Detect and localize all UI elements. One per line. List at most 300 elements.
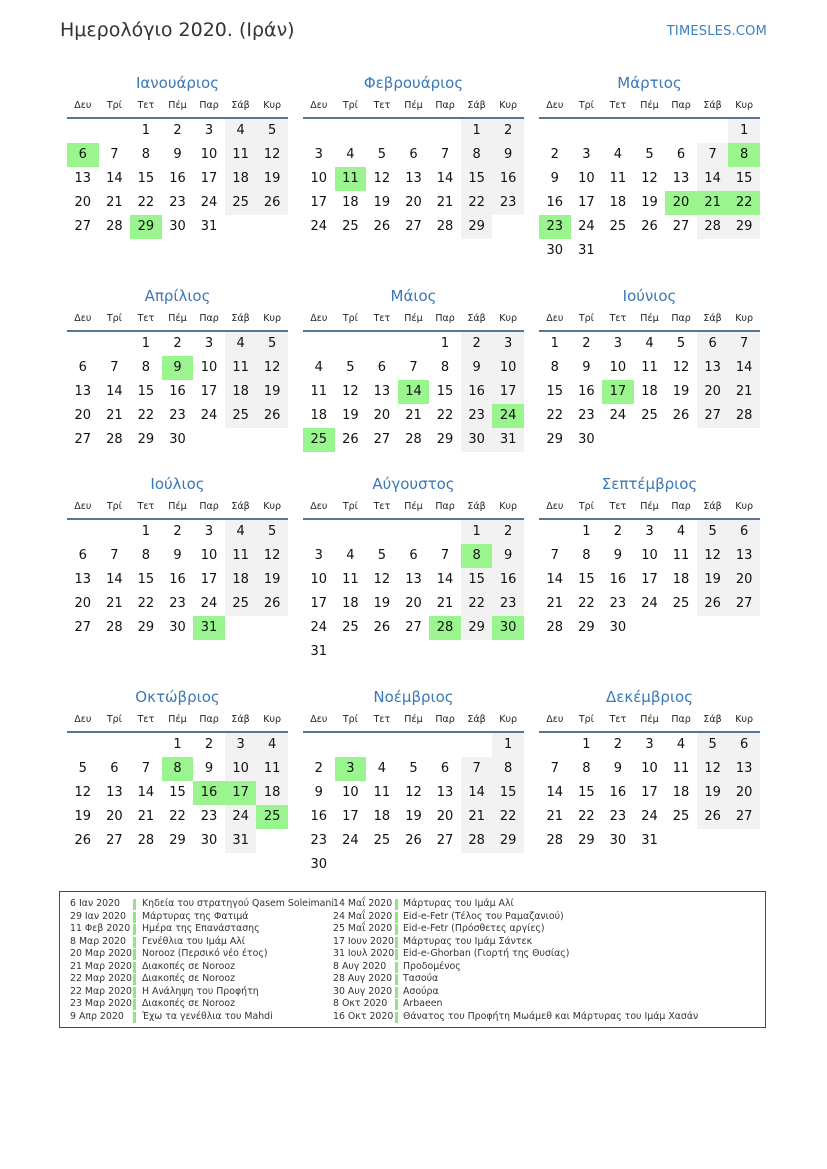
- holiday-day-cell[interactable]: 29: [130, 215, 162, 239]
- day-cell[interactable]: 29: [546, 432, 564, 447]
- weekend-day-cell[interactable]: 22: [461, 191, 493, 215]
- day-cell[interactable]: 3: [314, 147, 323, 162]
- weekend-day-cell[interactable]: 7: [461, 757, 493, 781]
- day-cell[interactable]: 17: [310, 596, 328, 611]
- day-cell[interactable]: 9: [550, 171, 559, 186]
- day-cell[interactable]: 2: [613, 524, 623, 539]
- day-cell[interactable]: 24: [578, 219, 595, 234]
- day-cell[interactable]: 21: [546, 596, 564, 611]
- day-cell[interactable]: 2: [550, 147, 559, 162]
- day-cell[interactable]: 4: [645, 336, 654, 351]
- day-cell[interactable]: 7: [440, 147, 450, 162]
- day-cell[interactable]: 9: [173, 548, 182, 563]
- day-cell[interactable]: 2: [173, 524, 182, 539]
- weekend-day-cell[interactable]: 27: [728, 592, 760, 616]
- holiday-day-cell[interactable]: 23: [539, 215, 571, 239]
- holiday-day-cell[interactable]: 25: [256, 805, 288, 829]
- day-cell[interactable]: 24: [310, 620, 328, 635]
- day-cell[interactable]: 18: [342, 596, 359, 611]
- day-cell[interactable]: 27: [672, 219, 690, 234]
- holiday-day-cell[interactable]: 17: [602, 380, 634, 404]
- day-cell[interactable]: 31: [200, 219, 218, 234]
- day-cell[interactable]: 18: [641, 384, 658, 399]
- weekend-day-cell[interactable]: 1: [461, 520, 493, 544]
- day-cell[interactable]: 23: [310, 833, 328, 848]
- day-cell[interactable]: 21: [436, 596, 454, 611]
- day-cell[interactable]: 29: [137, 620, 155, 635]
- day-cell[interactable]: 19: [342, 408, 359, 423]
- day-cell[interactable]: 9: [582, 360, 591, 375]
- weekend-day-cell[interactable]: 19: [256, 380, 288, 404]
- weekend-day-cell[interactable]: 15: [461, 167, 493, 191]
- day-cell[interactable]: 6: [409, 147, 418, 162]
- day-cell[interactable]: 2: [613, 737, 623, 752]
- day-cell[interactable]: 22: [436, 408, 454, 423]
- day-cell[interactable]: 28: [137, 833, 155, 848]
- weekend-day-cell[interactable]: 26: [256, 592, 288, 616]
- weekend-day-cell[interactable]: 18: [225, 568, 257, 592]
- day-cell[interactable]: 12: [672, 360, 690, 375]
- day-cell[interactable]: 5: [346, 360, 355, 375]
- weekend-day-cell[interactable]: 10: [225, 757, 257, 781]
- weekend-day-cell[interactable]: 27: [697, 404, 729, 428]
- day-cell[interactable]: 10: [641, 548, 658, 563]
- day-cell[interactable]: 4: [613, 147, 623, 162]
- weekend-day-cell[interactable]: 23: [461, 404, 493, 428]
- day-cell[interactable]: 13: [672, 171, 690, 186]
- day-cell[interactable]: 24: [200, 195, 218, 210]
- day-cell[interactable]: 5: [676, 336, 686, 351]
- day-cell[interactable]: 5: [409, 761, 418, 776]
- weekend-day-cell[interactable]: 20: [697, 380, 729, 404]
- holiday-day-cell[interactable]: 8: [162, 757, 194, 781]
- day-cell[interactable]: 24: [200, 408, 218, 423]
- holiday-day-cell[interactable]: 31: [193, 616, 225, 640]
- day-cell[interactable]: 16: [169, 384, 186, 399]
- weekend-day-cell[interactable]: 18: [225, 380, 257, 404]
- day-cell[interactable]: 10: [609, 360, 627, 375]
- day-cell[interactable]: 18: [672, 572, 690, 587]
- day-cell[interactable]: 8: [582, 761, 591, 776]
- day-cell[interactable]: 9: [204, 761, 214, 776]
- day-cell[interactable]: 16: [546, 195, 564, 210]
- day-cell[interactable]: 27: [74, 432, 92, 447]
- day-cell[interactable]: 10: [310, 572, 328, 587]
- weekend-day-cell[interactable]: 9: [461, 356, 493, 380]
- day-cell[interactable]: 22: [137, 596, 155, 611]
- day-cell[interactable]: 9: [613, 548, 623, 563]
- day-cell[interactable]: 10: [342, 785, 359, 800]
- day-cell[interactable]: 21: [137, 809, 155, 824]
- day-cell[interactable]: 2: [204, 737, 214, 752]
- weekend-day-cell[interactable]: 19: [697, 568, 729, 592]
- day-cell[interactable]: 6: [440, 761, 450, 776]
- day-cell[interactable]: 31: [641, 833, 658, 848]
- day-cell[interactable]: 14: [546, 785, 564, 800]
- weekend-day-cell[interactable]: 2: [492, 119, 524, 143]
- day-cell[interactable]: 26: [342, 432, 359, 447]
- day-cell[interactable]: 15: [137, 384, 155, 399]
- day-cell[interactable]: 20: [405, 596, 422, 611]
- day-cell[interactable]: 21: [546, 809, 564, 824]
- weekend-day-cell[interactable]: 6: [728, 520, 760, 544]
- day-cell[interactable]: 2: [314, 761, 323, 776]
- weekend-day-cell[interactable]: 28: [697, 215, 729, 239]
- day-cell[interactable]: 22: [578, 596, 595, 611]
- holiday-day-cell[interactable]: 9: [162, 356, 194, 380]
- day-cell[interactable]: 24: [200, 596, 218, 611]
- day-cell[interactable]: 7: [440, 548, 450, 563]
- weekend-day-cell[interactable]: 19: [256, 167, 288, 191]
- day-cell[interactable]: 30: [609, 620, 627, 635]
- weekend-day-cell[interactable]: 1: [728, 119, 760, 143]
- day-cell[interactable]: 1: [550, 336, 559, 351]
- day-cell[interactable]: 19: [373, 195, 391, 210]
- day-cell[interactable]: 16: [169, 572, 186, 587]
- day-cell[interactable]: 23: [609, 809, 627, 824]
- day-cell[interactable]: 1: [582, 524, 591, 539]
- day-cell[interactable]: 10: [200, 548, 218, 563]
- day-cell[interactable]: 4: [346, 548, 355, 563]
- weekend-day-cell[interactable]: 28: [728, 404, 760, 428]
- day-cell[interactable]: 18: [672, 785, 690, 800]
- day-cell[interactable]: 7: [110, 548, 119, 563]
- day-cell[interactable]: 10: [200, 360, 218, 375]
- day-cell[interactable]: 31: [310, 644, 328, 659]
- weekend-day-cell[interactable]: 4: [225, 520, 257, 544]
- holiday-day-cell[interactable]: 14: [398, 380, 430, 404]
- weekend-day-cell[interactable]: 23: [492, 191, 524, 215]
- day-cell[interactable]: 17: [200, 572, 218, 587]
- day-cell[interactable]: 27: [373, 432, 391, 447]
- day-cell[interactable]: 17: [641, 572, 658, 587]
- day-cell[interactable]: 27: [74, 219, 92, 234]
- day-cell[interactable]: 17: [578, 195, 595, 210]
- holiday-day-cell[interactable]: 16: [193, 781, 225, 805]
- day-cell[interactable]: 20: [436, 809, 454, 824]
- day-cell[interactable]: 11: [641, 360, 658, 375]
- day-cell[interactable]: 22: [137, 408, 155, 423]
- holiday-day-cell[interactable]: 22: [728, 191, 760, 215]
- day-cell[interactable]: 24: [310, 219, 328, 234]
- weekend-day-cell[interactable]: 21: [461, 805, 493, 829]
- day-cell[interactable]: 8: [141, 147, 151, 162]
- day-cell[interactable]: 14: [106, 171, 123, 186]
- day-cell[interactable]: 27: [74, 620, 92, 635]
- day-cell[interactable]: 4: [676, 524, 686, 539]
- holiday-day-cell[interactable]: 28: [429, 616, 461, 640]
- weekend-day-cell[interactable]: 2: [492, 520, 524, 544]
- day-cell[interactable]: 7: [550, 548, 559, 563]
- day-cell[interactable]: 16: [169, 171, 186, 186]
- weekend-day-cell[interactable]: 16: [492, 568, 524, 592]
- day-cell[interactable]: 24: [609, 408, 627, 423]
- day-cell[interactable]: 30: [310, 857, 328, 872]
- day-cell[interactable]: 10: [310, 171, 328, 186]
- day-cell[interactable]: 20: [373, 408, 391, 423]
- holiday-day-cell[interactable]: 24: [492, 404, 524, 428]
- weekend-day-cell[interactable]: 28: [461, 829, 493, 853]
- day-cell[interactable]: 22: [137, 195, 155, 210]
- day-cell[interactable]: 12: [405, 785, 422, 800]
- day-cell[interactable]: 28: [546, 833, 564, 848]
- weekend-day-cell[interactable]: 13: [728, 757, 760, 781]
- weekend-day-cell[interactable]: 15: [492, 781, 524, 805]
- weekend-day-cell[interactable]: 31: [225, 829, 257, 853]
- day-cell[interactable]: 19: [373, 596, 391, 611]
- day-cell[interactable]: 10: [200, 147, 218, 162]
- day-cell[interactable]: 6: [78, 548, 87, 563]
- day-cell[interactable]: 2: [582, 336, 591, 351]
- day-cell[interactable]: 8: [440, 360, 450, 375]
- day-cell[interactable]: 24: [641, 596, 658, 611]
- day-cell[interactable]: 22: [546, 408, 564, 423]
- day-cell[interactable]: 26: [373, 620, 391, 635]
- day-cell[interactable]: 14: [546, 572, 564, 587]
- day-cell[interactable]: 5: [377, 147, 387, 162]
- weekend-day-cell[interactable]: 11: [225, 356, 257, 380]
- day-cell[interactable]: 28: [546, 620, 564, 635]
- weekend-day-cell[interactable]: 26: [697, 805, 729, 829]
- day-cell[interactable]: 29: [137, 432, 155, 447]
- day-cell[interactable]: 29: [169, 833, 186, 848]
- day-cell[interactable]: 30: [578, 432, 595, 447]
- day-cell[interactable]: 13: [74, 572, 92, 587]
- weekend-day-cell[interactable]: 25: [225, 191, 257, 215]
- day-cell[interactable]: 25: [342, 219, 359, 234]
- day-cell[interactable]: 30: [169, 620, 186, 635]
- day-cell[interactable]: 8: [141, 360, 151, 375]
- day-cell[interactable]: 15: [546, 384, 564, 399]
- day-cell[interactable]: 30: [546, 243, 564, 258]
- day-cell[interactable]: 3: [314, 548, 323, 563]
- day-cell[interactable]: 20: [74, 408, 92, 423]
- day-cell[interactable]: 14: [436, 171, 454, 186]
- day-cell[interactable]: 18: [373, 809, 391, 824]
- weekend-day-cell[interactable]: 12: [256, 143, 288, 167]
- weekend-day-cell[interactable]: 14: [461, 781, 493, 805]
- day-cell[interactable]: 3: [645, 524, 654, 539]
- weekend-day-cell[interactable]: 31: [492, 428, 524, 452]
- day-cell[interactable]: 4: [314, 360, 323, 375]
- day-cell[interactable]: 14: [106, 572, 123, 587]
- day-cell[interactable]: 4: [346, 147, 355, 162]
- day-cell[interactable]: 23: [169, 408, 186, 423]
- day-cell[interactable]: 1: [141, 123, 151, 138]
- day-cell[interactable]: 21: [106, 596, 123, 611]
- weekend-day-cell[interactable]: 22: [492, 805, 524, 829]
- day-cell[interactable]: 28: [436, 219, 454, 234]
- weekend-day-cell[interactable]: 29: [461, 616, 493, 640]
- day-cell[interactable]: 26: [74, 833, 92, 848]
- day-cell[interactable]: 3: [582, 147, 591, 162]
- day-cell[interactable]: 17: [641, 785, 658, 800]
- weekend-day-cell[interactable]: 30: [461, 428, 493, 452]
- weekend-day-cell[interactable]: 6: [697, 332, 729, 356]
- weekend-day-cell[interactable]: 9: [492, 544, 524, 568]
- day-cell[interactable]: 16: [578, 384, 595, 399]
- holiday-day-cell[interactable]: 25: [303, 428, 335, 452]
- day-cell[interactable]: 9: [613, 761, 623, 776]
- day-cell[interactable]: 27: [405, 219, 422, 234]
- day-cell[interactable]: 20: [405, 195, 422, 210]
- weekend-day-cell[interactable]: 3: [225, 733, 257, 757]
- day-cell[interactable]: 19: [405, 809, 422, 824]
- day-cell[interactable]: 12: [342, 384, 359, 399]
- day-cell[interactable]: 3: [204, 524, 214, 539]
- day-cell[interactable]: 7: [110, 360, 119, 375]
- day-cell[interactable]: 18: [310, 408, 328, 423]
- weekend-day-cell[interactable]: 12: [256, 356, 288, 380]
- day-cell[interactable]: 13: [373, 384, 391, 399]
- day-cell[interactable]: 8: [582, 548, 591, 563]
- day-cell[interactable]: 14: [436, 572, 454, 587]
- weekend-day-cell[interactable]: 7: [697, 143, 729, 167]
- day-cell[interactable]: 21: [436, 195, 454, 210]
- day-cell[interactable]: 6: [377, 360, 387, 375]
- day-cell[interactable]: 24: [342, 833, 359, 848]
- weekend-day-cell[interactable]: 1: [492, 733, 524, 757]
- day-cell[interactable]: 20: [74, 596, 92, 611]
- day-cell[interactable]: 26: [405, 833, 422, 848]
- weekend-day-cell[interactable]: 10: [492, 356, 524, 380]
- weekend-day-cell[interactable]: 22: [461, 592, 493, 616]
- day-cell[interactable]: 6: [676, 147, 686, 162]
- weekend-day-cell[interactable]: 19: [697, 781, 729, 805]
- day-cell[interactable]: 14: [106, 384, 123, 399]
- weekend-day-cell[interactable]: 13: [728, 544, 760, 568]
- holiday-day-cell[interactable]: 3: [335, 757, 367, 781]
- weekend-day-cell[interactable]: 16: [461, 380, 493, 404]
- day-cell[interactable]: 27: [436, 833, 454, 848]
- day-cell[interactable]: 22: [578, 809, 595, 824]
- weekend-day-cell[interactable]: 18: [225, 167, 257, 191]
- day-cell[interactable]: 23: [609, 596, 627, 611]
- day-cell[interactable]: 11: [310, 384, 328, 399]
- day-cell[interactable]: 19: [672, 384, 690, 399]
- weekend-day-cell[interactable]: 4: [225, 119, 257, 143]
- day-cell[interactable]: 16: [609, 572, 627, 587]
- weekend-day-cell[interactable]: 12: [697, 544, 729, 568]
- day-cell[interactable]: 3: [204, 336, 214, 351]
- day-cell[interactable]: 16: [310, 809, 328, 824]
- day-cell[interactable]: 1: [141, 336, 151, 351]
- weekend-day-cell[interactable]: 23: [492, 592, 524, 616]
- day-cell[interactable]: 3: [204, 123, 214, 138]
- day-cell[interactable]: 27: [405, 620, 422, 635]
- day-cell[interactable]: 7: [110, 147, 119, 162]
- weekend-day-cell[interactable]: 15: [461, 568, 493, 592]
- day-cell[interactable]: 1: [440, 336, 450, 351]
- weekend-day-cell[interactable]: 9: [492, 143, 524, 167]
- day-cell[interactable]: 25: [641, 408, 658, 423]
- day-cell[interactable]: 17: [342, 809, 359, 824]
- holiday-day-cell[interactable]: 17: [225, 781, 257, 805]
- day-cell[interactable]: 11: [672, 548, 690, 563]
- day-cell[interactable]: 9: [173, 147, 182, 162]
- weekend-day-cell[interactable]: 25: [225, 592, 257, 616]
- day-cell[interactable]: 25: [373, 833, 391, 848]
- weekend-day-cell[interactable]: 26: [256, 191, 288, 215]
- day-cell[interactable]: 23: [169, 596, 186, 611]
- day-cell[interactable]: 22: [169, 809, 186, 824]
- weekend-day-cell[interactable]: 12: [697, 757, 729, 781]
- weekend-day-cell[interactable]: 26: [697, 592, 729, 616]
- day-cell[interactable]: 30: [609, 833, 627, 848]
- weekend-day-cell[interactable]: 11: [225, 544, 257, 568]
- day-cell[interactable]: 12: [373, 171, 391, 186]
- day-cell[interactable]: 29: [436, 432, 454, 447]
- day-cell[interactable]: 20: [74, 195, 92, 210]
- holiday-day-cell[interactable]: 11: [335, 167, 367, 191]
- day-cell[interactable]: 13: [405, 572, 422, 587]
- weekend-day-cell[interactable]: 20: [728, 781, 760, 805]
- day-cell[interactable]: 11: [373, 785, 391, 800]
- day-cell[interactable]: 13: [74, 384, 92, 399]
- day-cell[interactable]: 13: [405, 171, 422, 186]
- weekend-day-cell[interactable]: 26: [256, 404, 288, 428]
- weekend-day-cell[interactable]: 6: [728, 733, 760, 757]
- day-cell[interactable]: 13: [106, 785, 123, 800]
- day-cell[interactable]: 12: [373, 572, 391, 587]
- day-cell[interactable]: 17: [200, 171, 218, 186]
- day-cell[interactable]: 30: [169, 219, 186, 234]
- holiday-day-cell[interactable]: 30: [492, 616, 524, 640]
- day-cell[interactable]: 10: [578, 171, 595, 186]
- weekend-day-cell[interactable]: 17: [492, 380, 524, 404]
- weekend-day-cell[interactable]: 5: [256, 119, 288, 143]
- weekend-day-cell[interactable]: 7: [728, 332, 760, 356]
- day-cell[interactable]: 23: [169, 195, 186, 210]
- weekend-day-cell[interactable]: 25: [225, 404, 257, 428]
- day-cell[interactable]: 15: [578, 785, 595, 800]
- weekend-day-cell[interactable]: 29: [728, 215, 760, 239]
- day-cell[interactable]: 19: [74, 809, 92, 824]
- day-cell[interactable]: 6: [409, 548, 418, 563]
- day-cell[interactable]: 28: [106, 219, 123, 234]
- day-cell[interactable]: 10: [641, 761, 658, 776]
- day-cell[interactable]: 7: [550, 761, 559, 776]
- weekend-day-cell[interactable]: 8: [461, 143, 493, 167]
- weekend-day-cell[interactable]: 20: [728, 568, 760, 592]
- day-cell[interactable]: 1: [582, 737, 591, 752]
- day-cell[interactable]: 1: [141, 524, 151, 539]
- day-cell[interactable]: 15: [137, 171, 155, 186]
- day-cell[interactable]: 28: [405, 432, 422, 447]
- day-cell[interactable]: 6: [78, 360, 87, 375]
- day-cell[interactable]: 5: [78, 761, 87, 776]
- day-cell[interactable]: 26: [373, 219, 391, 234]
- weekend-day-cell[interactable]: 18: [256, 781, 288, 805]
- day-cell[interactable]: 28: [106, 620, 123, 635]
- day-cell[interactable]: 26: [672, 408, 690, 423]
- weekend-day-cell[interactable]: 8: [492, 757, 524, 781]
- day-cell[interactable]: 13: [74, 171, 92, 186]
- holiday-day-cell[interactable]: 8: [461, 544, 493, 568]
- weekend-day-cell[interactable]: 15: [728, 167, 760, 191]
- day-cell[interactable]: 14: [137, 785, 155, 800]
- weekend-day-cell[interactable]: 1: [461, 119, 493, 143]
- day-cell[interactable]: 3: [613, 336, 623, 351]
- day-cell[interactable]: 7: [409, 360, 418, 375]
- day-cell[interactable]: 21: [106, 408, 123, 423]
- day-cell[interactable]: 16: [609, 785, 627, 800]
- day-cell[interactable]: 30: [200, 833, 218, 848]
- day-cell[interactable]: 4: [676, 737, 686, 752]
- day-cell[interactable]: 23: [200, 809, 218, 824]
- weekend-day-cell[interactable]: 29: [461, 215, 493, 239]
- day-cell[interactable]: 18: [609, 195, 627, 210]
